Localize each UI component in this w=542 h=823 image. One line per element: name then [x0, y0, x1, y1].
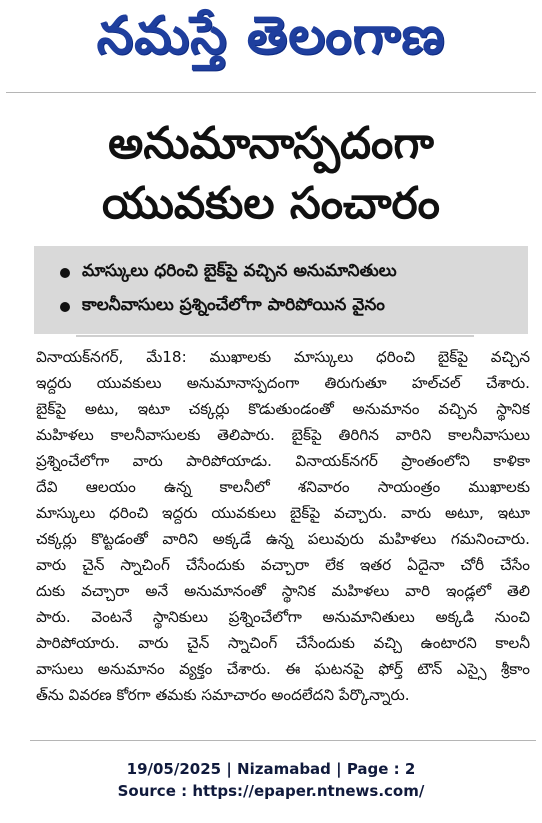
summary-divider — [76, 335, 474, 337]
body-line: మాస్కులు ధరించి ఇద్దరు యువకులు బైక్‌పై వచ్చారు. వారు అటూ, ఇటూ — [36, 504, 530, 522]
bullet-icon — [60, 268, 70, 278]
article-body — [36, 344, 530, 708]
summary-item — [60, 290, 528, 324]
edition-info: 19/05/2025 | Nizamabad | Page : 2 — [126, 760, 416, 778]
masthead — [0, 0, 542, 72]
body-line: ఇద్దరు యువకులు అనుమానాస్పదంగా తిరుగుతూ హల్‌చల్ చేశారు. — [36, 374, 530, 392]
summary-box — [34, 246, 528, 334]
summary-item-text: మాస్కులు ధరించి బైక్‌పై వచ్చిన అనుమానితులు — [82, 261, 397, 281]
summary-item-text: కాలనీవాసులు ప్రశ్నించేలోగా పారిపోయిన వైనం — [82, 295, 385, 315]
body-line: త్‌ను వివరణ కోరగా తమకు సమాచారం అందలేదని పేర్కొన్నారు. — [36, 686, 410, 704]
headline-line-1: అనుమానాస్పదంగా — [108, 118, 434, 169]
body-line: వినాయక్‌నగర్, మే18: ముఖాలకు మాస్కులు ధరించి బైక్‌పై వచ్చిన — [36, 348, 530, 366]
body-line: వాసులు అనుమానం వ్యక్తం చేశారు. ఈ ఘటనపై ఫోర్త్ టౌన్ ఎస్సై శ్రీకాం — [36, 660, 530, 678]
body-line: ప్రశ్నించేలోగా వారు పారిపోయాడు. వినాయక్‌నగర్ ప్రాంతంలోని కాళికా — [36, 452, 530, 470]
body-line: పారిపోయారు. వారు చైన్ స్నాచింగ్ చేసేందుకు వచ్చి ఉంటారని కాలనీ — [36, 634, 530, 652]
body-line: చక్కర్లు కొట్టడంతో వారిని అక్కడే ఉన్న పలువురు మహిళలు గమనించారు. — [36, 530, 530, 548]
body-line: పారు. వెంటనే స్థానికులు ప్రశ్నించేలోగా అనుమానితులు అక్కడి నుంచి — [36, 608, 530, 626]
body-line: దుకు వచ్చారా అనే అనుమానంతో స్థానిక మహిళలు వారి ఇండ్లలో తెలి — [36, 582, 530, 600]
bullet-icon — [60, 302, 70, 312]
source-link[interactable]: Source : https://epaper.ntnews.com/ — [117, 782, 425, 800]
headline-line-2: యువకుల సంచారం — [102, 178, 440, 229]
newspaper-logo: నమస్తే తెలంగాణ — [96, 6, 446, 66]
clipping-bottom-border — [30, 740, 536, 741]
body-line: దేవి ఆలయం ఉన్న కాలనీలో శనివారం సాయంత్రం ముఖాలకు — [36, 478, 530, 496]
body-line: వారు చైన్ స్నాచింగ్ చేసేందుకు వచ్చారా లేక ఇతర ఏదైనా చోరీ చేసేం — [36, 556, 530, 574]
body-line: మహిళలు కాలనీవాసులకు తెలిపారు. బైక్‌పై తిరిగిన వారిని కాలనీవాసులు — [36, 426, 530, 444]
clipping-top-border — [6, 92, 536, 93]
summary-item — [60, 256, 528, 290]
body-line: బైక్‌పై అటు, ఇటూ చక్కర్లు కొడుతుండంతో అనుమానం వచ్చిన స్థానిక — [36, 400, 530, 418]
